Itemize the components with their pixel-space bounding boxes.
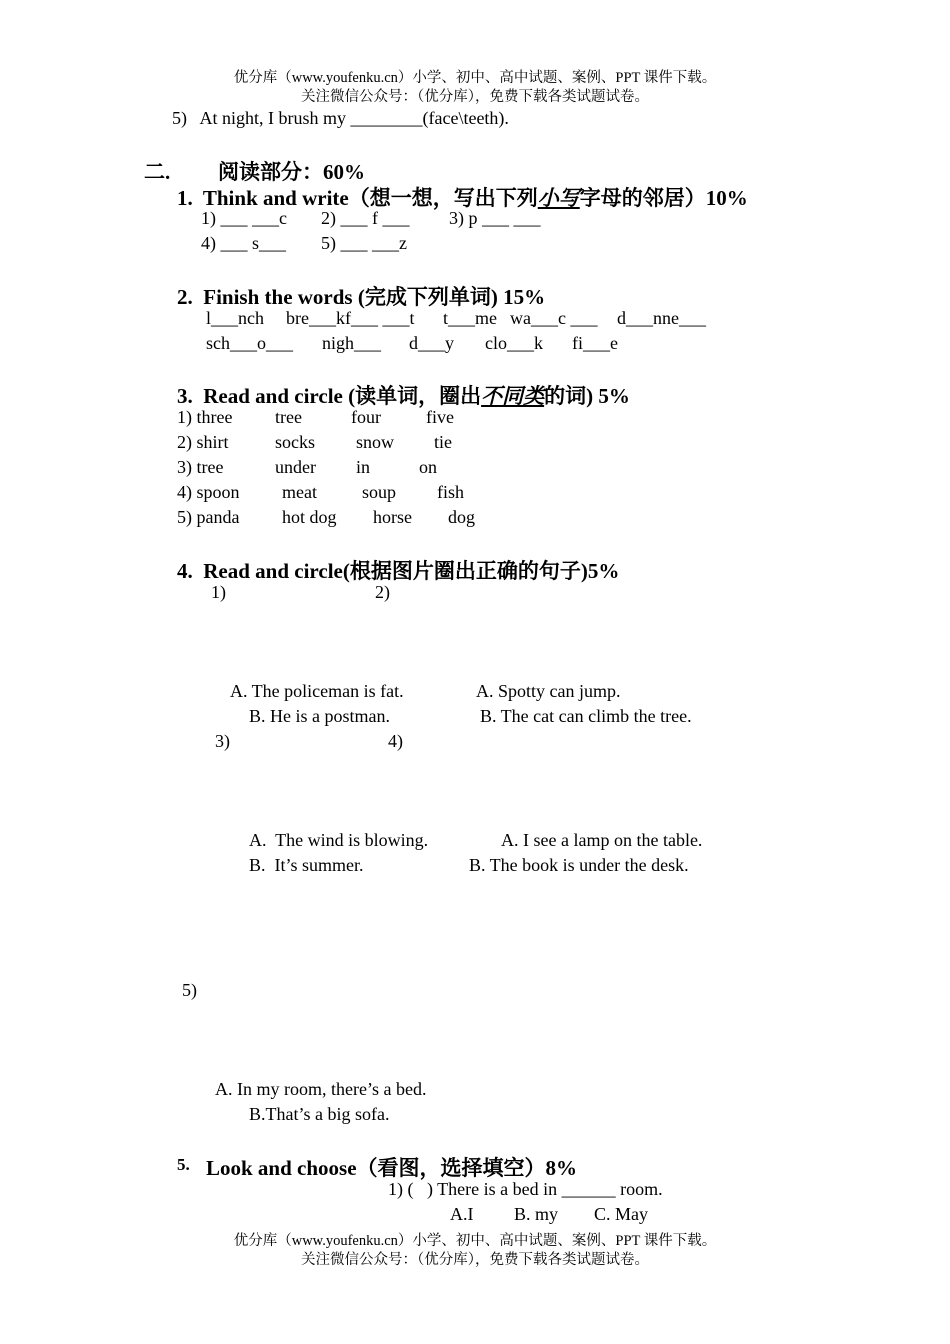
q4-option[interactable]: B. He is a postman.: [249, 706, 390, 726]
q2-word: bre___kf___ ___t: [286, 308, 415, 328]
q2-word: sch___o___: [206, 333, 293, 353]
q2-word: l___nch: [206, 308, 264, 328]
q1-item-2: 2) ___ f ___: [321, 208, 410, 228]
q1-title: 1. Think and write（想一想，写出下列小写字母的邻居）10%: [177, 186, 748, 210]
footer-line-1: 优分库（www.youfenku.cn）小学、初中、高中试题、案例、PPT 课件下载。: [233, 1233, 717, 1249]
q4-number-3: 3): [215, 731, 230, 751]
q2-word: clo___k: [485, 333, 543, 353]
q4-option[interactable]: B. The cat can climb the tree.: [480, 706, 692, 726]
q3-word: tie: [434, 432, 452, 452]
q4-option[interactable]: A. In my room, there’s a bed.: [215, 1079, 427, 1099]
q3-word: 3) tree: [177, 457, 224, 477]
q3-word: horse: [373, 507, 412, 527]
q3-word: tree: [275, 407, 302, 427]
q5-item-1: 1) ( ) There is a bed in ______ room.: [388, 1179, 663, 1199]
section-title: 阅读部分：60%: [218, 160, 365, 184]
q4-option[interactable]: A. The policeman is fat.: [230, 681, 404, 701]
previous-item-5: 5) At night, I brush my ________(face\teeth).: [172, 108, 509, 128]
q5-number: 5.: [177, 1155, 190, 1174]
q3-word: 5) panda: [177, 507, 240, 527]
q4-option[interactable]: A. Spotty can jump.: [476, 681, 621, 701]
q3-word: fish: [437, 482, 464, 502]
q4-number-5: 5): [182, 980, 197, 1000]
q1-item-4: 4) ___ s___: [201, 233, 286, 253]
q3-word: hot dog: [282, 507, 337, 527]
q1-item-1: 1) ___ ___c: [201, 208, 287, 228]
footer-line-2: 关注微信公众号：（优分库），免费下载各类试题试卷。: [301, 1252, 649, 1268]
q2-word: t___me: [443, 308, 497, 328]
q3-word: 2) shirt: [177, 432, 229, 452]
q4-option[interactable]: B. It’s summer.: [249, 855, 364, 875]
q3-word: soup: [362, 482, 397, 502]
q3-word: under: [275, 457, 316, 477]
q5-option-b[interactable]: B. my: [514, 1204, 559, 1224]
q3-word: in: [356, 457, 371, 477]
q1-item-5: 5) ___ ___z: [321, 233, 407, 253]
q1-item-3: 3) p ___ ___: [449, 208, 541, 228]
header-line-1: 优分库（www.youfenku.cn）小学、初中、高中试题、案例、PPT 课件下载。: [233, 70, 717, 86]
q4-title: 4. Read and circle(根据图片圈出正确的句子)5%: [177, 559, 620, 583]
q5-title: Look and choose（看图，选择填空）8%: [206, 1156, 578, 1180]
q3-word: snow: [356, 432, 395, 452]
q4-option[interactable]: A. The wind is blowing.: [249, 830, 429, 850]
q2-word: d___y: [409, 333, 454, 353]
q3-title: 3. Read and circle (读单词，圈出不同类的词) 5%: [177, 384, 630, 408]
q2-word: nigh___: [322, 333, 382, 353]
q4-option[interactable]: B.That’s a big sofa.: [249, 1104, 390, 1124]
q4-option[interactable]: A. I see a lamp on the table.: [501, 830, 703, 850]
q4-number-2: 2): [375, 582, 390, 602]
q4-option[interactable]: B. The book is under the desk.: [469, 855, 689, 875]
q2-word: wa___c ___: [510, 308, 598, 328]
q4-number-4: 4): [388, 731, 403, 751]
q2-title: 2. Finish the words (完成下列单词) 15%: [177, 285, 546, 309]
q4-number-1: 1): [211, 582, 226, 602]
q3-word: socks: [275, 432, 315, 452]
q2-word: d___nne___: [617, 308, 706, 328]
q5-option-c[interactable]: C. May: [594, 1204, 648, 1224]
q3-word: on: [419, 457, 437, 477]
section-number: 二.: [144, 160, 171, 184]
q3-word: dog: [448, 507, 475, 527]
q5-option-a[interactable]: A.I: [450, 1204, 474, 1224]
q3-word: four: [351, 407, 381, 427]
q3-word: 1) three: [177, 407, 233, 427]
q3-word: 4) spoon: [177, 482, 240, 502]
header-line-2: 关注微信公众号：（优分库），免费下载各类试题试卷。: [301, 89, 649, 105]
q2-word: fi___e: [572, 333, 618, 353]
q3-word: meat: [282, 482, 317, 502]
q3-word: five: [426, 407, 454, 427]
